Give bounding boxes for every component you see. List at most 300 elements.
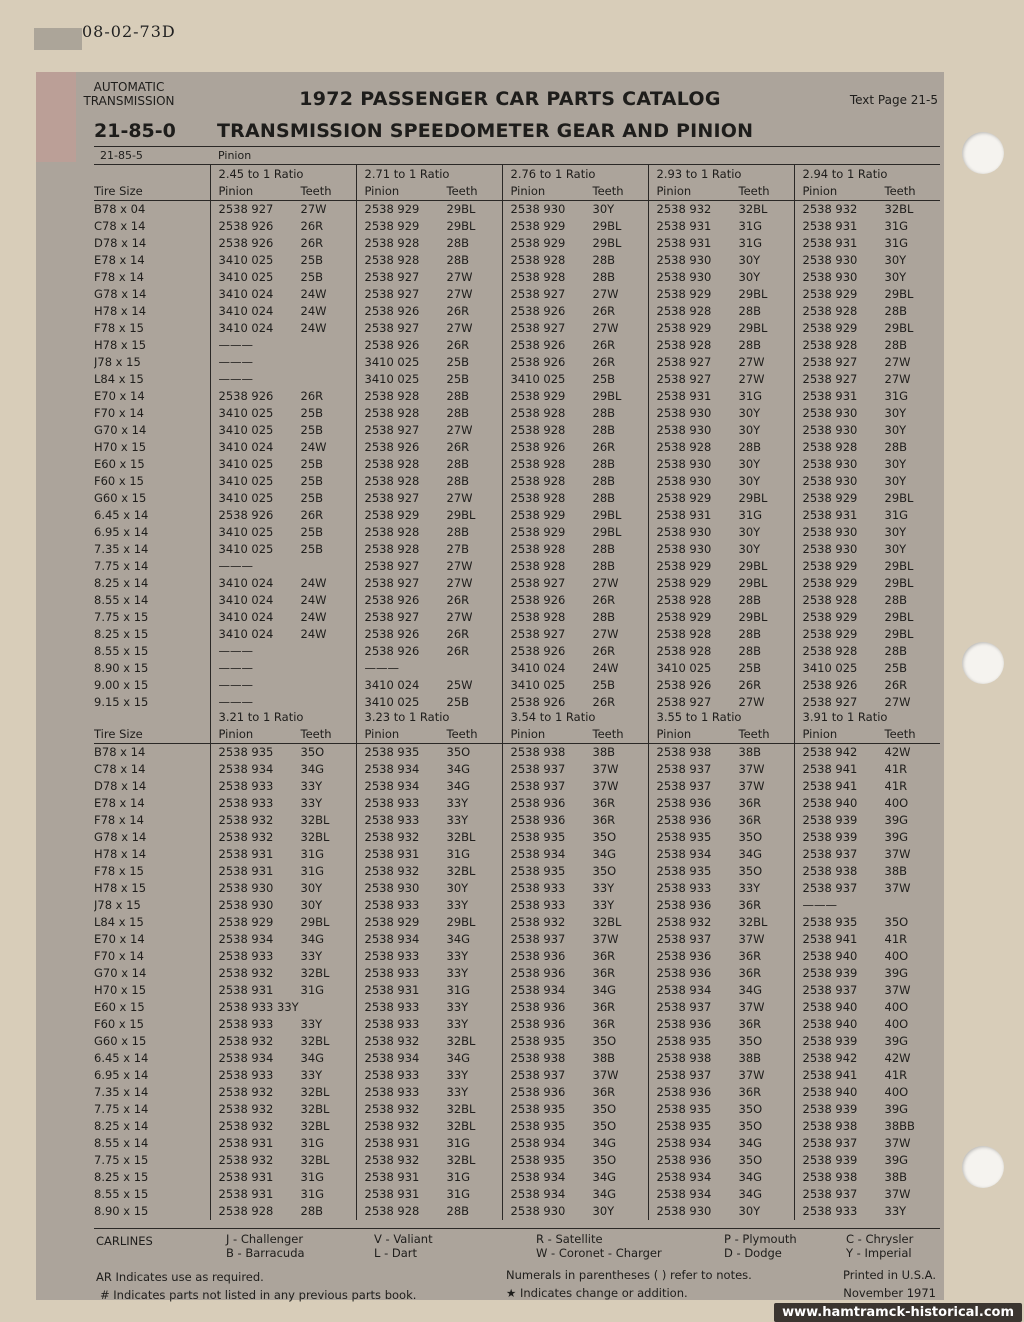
teeth-code: 34G	[300, 932, 325, 946]
ratio-header-row	[94, 708, 940, 726]
tire-size: E70 x 14	[94, 932, 145, 946]
pinion-cell	[648, 524, 794, 541]
teeth-code: 31G	[300, 1170, 325, 1184]
pinion-cell	[794, 863, 940, 880]
part-number: 3410 025	[218, 525, 274, 539]
tire-size: 8.55 x 14	[94, 1136, 149, 1150]
table-row	[94, 660, 940, 677]
part-number: 2538 926	[510, 695, 566, 709]
table-row	[94, 252, 940, 269]
part-number: 2538 931	[218, 1170, 274, 1184]
teeth-code: 34G	[592, 1136, 617, 1150]
part-number: 2538 930	[802, 525, 858, 539]
pinion-cell	[502, 337, 648, 354]
part-number: 2538 932	[510, 915, 566, 929]
pinion-cell	[210, 1067, 356, 1084]
tire-size: G78 x 14	[94, 287, 147, 301]
pinion-cell	[502, 1118, 648, 1135]
part-number: 3410 025	[218, 542, 274, 556]
table-row	[94, 1135, 940, 1152]
pinion-cell	[210, 269, 356, 286]
table-row	[94, 405, 940, 422]
teeth-code: 29BL	[592, 236, 622, 250]
teeth-code: 31G	[300, 983, 325, 997]
teeth-code: 26R	[446, 440, 470, 454]
part-number: 2538 928	[364, 1204, 420, 1218]
pinion-cell	[794, 201, 940, 219]
pinion-cell	[648, 1016, 794, 1033]
part-number: 2538 926	[364, 440, 420, 454]
part-number: 2538 934	[364, 779, 420, 793]
tire-size: C78 x 14	[94, 219, 146, 233]
tire-size: 6.45 x 14	[94, 1051, 149, 1065]
table-row	[94, 1016, 940, 1033]
part-number: 2538 938	[656, 1051, 712, 1065]
teeth-code: 32BL	[738, 915, 768, 929]
pinion-cell	[210, 778, 356, 795]
teeth-code: 30Y	[884, 542, 907, 556]
part-number: 2538 934	[510, 1187, 566, 1201]
part-number: 2538 929	[802, 287, 858, 301]
carlines-col-1	[226, 1232, 305, 1260]
pinion-cell	[794, 1169, 940, 1186]
part-number: 2538 937	[656, 779, 712, 793]
teeth-code: 27W	[592, 287, 619, 301]
part-number: 2538 928	[802, 338, 858, 352]
pinion-cell	[356, 795, 502, 812]
pinion-cell	[648, 660, 794, 677]
pinion-cell	[502, 269, 648, 286]
part-number: 2538 936	[510, 796, 566, 810]
pinion-cell	[356, 388, 502, 405]
pinion-cell	[794, 320, 940, 337]
pinion-cell	[210, 1135, 356, 1152]
teeth-code: 30Y	[738, 542, 761, 556]
teeth-code: 28B	[738, 627, 762, 641]
teeth-header: Teeth	[446, 727, 478, 741]
part-number: 2538 936	[656, 813, 712, 827]
part-number: 2538 936	[510, 1085, 566, 1099]
part-number: 3410 025	[510, 372, 566, 386]
teeth-code: 31G	[446, 1187, 471, 1201]
part-number: 2538 933	[218, 796, 274, 810]
part-number: ———	[364, 661, 399, 675]
part-number: 2538 939	[802, 1034, 858, 1048]
pinion-cell	[794, 1050, 940, 1067]
part-number: 2538 934	[218, 1051, 274, 1065]
table-row	[94, 626, 940, 643]
pinion-table-low-ratios	[94, 165, 940, 711]
teeth-code: 39G	[884, 1034, 909, 1048]
pinion-header: Pinion	[656, 727, 692, 741]
teeth-code: 28B	[738, 304, 762, 318]
blank-cell	[94, 708, 210, 726]
binder-hole	[962, 1146, 1004, 1188]
pinion-cell	[648, 609, 794, 626]
teeth-code: 36R	[592, 1085, 616, 1099]
part-number: 2538 926	[364, 304, 420, 318]
pinion-cell	[794, 1067, 940, 1084]
pinion-cell	[648, 490, 794, 507]
teeth-code: 25B	[300, 542, 324, 556]
pinion-cell	[356, 1033, 502, 1050]
part-number: 2538 932	[364, 830, 420, 844]
teeth-header: Teeth	[884, 727, 916, 741]
part-number: 2538 934	[510, 1170, 566, 1184]
teeth-header: Teeth	[738, 727, 770, 741]
pinion-cell	[356, 303, 502, 320]
pinion-cell	[794, 1152, 940, 1169]
teeth-code: 28B	[592, 406, 616, 420]
part-number: 2538 938	[656, 745, 712, 759]
part-number: 2538 927	[510, 321, 566, 335]
part-number: 2538 932	[218, 966, 274, 980]
part-number: 2538 930	[510, 202, 566, 216]
carline-entry: B - Barracuda	[226, 1246, 305, 1260]
table-row	[94, 473, 940, 490]
part-number: 2538 933	[218, 779, 274, 793]
teeth-code: 26R	[446, 338, 470, 352]
pinion-cell	[794, 524, 940, 541]
teeth-code: 36R	[738, 898, 762, 912]
teeth-code: 28B	[446, 236, 470, 250]
pinion-cell	[502, 778, 648, 795]
teeth-code: 36R	[592, 796, 616, 810]
pinion-cell	[356, 524, 502, 541]
pinion-cell	[502, 761, 648, 778]
table-row	[94, 1084, 940, 1101]
pinion-cell	[210, 1118, 356, 1135]
pinion-cell	[648, 320, 794, 337]
ratio-header-row	[94, 165, 940, 183]
pinion-cell	[356, 592, 502, 609]
teeth-code: 35O	[592, 864, 617, 878]
pinion-teeth-header	[502, 726, 648, 744]
teeth-code: 40O	[884, 1000, 909, 1014]
part-number: 2538 927	[802, 372, 858, 386]
part-number: 2538 928	[510, 610, 566, 624]
pinion-cell	[794, 897, 940, 914]
pinion-cell	[502, 1169, 648, 1186]
teeth-code: 29BL	[884, 610, 914, 624]
pinion-cell	[356, 1016, 502, 1033]
teeth-code: 35O	[592, 1034, 617, 1048]
part-number: 2538 931	[364, 1187, 420, 1201]
teeth-code: 36R	[738, 796, 762, 810]
pinion-cell	[210, 829, 356, 846]
pinion-cell	[356, 643, 502, 660]
pinion-cell	[210, 761, 356, 778]
pinion-cell	[794, 1186, 940, 1203]
teeth-code: 33Y	[446, 949, 469, 963]
part-number: 2538 940	[802, 1000, 858, 1014]
pinion-cell	[648, 303, 794, 320]
teeth-code: 30Y	[738, 270, 761, 284]
part-number: 2538 931	[802, 389, 858, 403]
table-row	[94, 744, 940, 762]
pinion-cell	[356, 812, 502, 829]
pinion-cell	[356, 626, 502, 643]
pinion-teeth-header	[356, 183, 502, 201]
teeth-code: 27W	[446, 491, 473, 505]
part-number: 2538 929	[656, 610, 712, 624]
teeth-code: 37W	[884, 1136, 911, 1150]
table-row	[94, 303, 940, 320]
teeth-code: 33Y	[446, 898, 469, 912]
pinion-cell	[502, 897, 648, 914]
tire-size: 8.55 x 15	[94, 1187, 149, 1201]
teeth-code: 32BL	[300, 1034, 330, 1048]
pinion-cell	[794, 303, 940, 320]
ratio-header: 2.71 to 1 Ratio	[356, 165, 502, 183]
teeth-code: 32BL	[300, 1153, 330, 1167]
pinion-cell	[648, 1203, 794, 1220]
pinion-teeth-header	[648, 183, 794, 201]
teeth-code: 27W	[738, 372, 765, 386]
teeth-code: 31G	[300, 864, 325, 878]
pinion-cell	[794, 1033, 940, 1050]
teeth-code: 33Y	[446, 813, 469, 827]
table-row	[94, 829, 940, 846]
teeth-code: 29BL	[592, 219, 622, 233]
pinion-cell	[502, 405, 648, 422]
teeth-code: 29BL	[884, 559, 914, 573]
part-number: 2538 930	[802, 542, 858, 556]
pinion-cell	[502, 846, 648, 863]
table-row	[94, 490, 940, 507]
pinion-cell	[794, 541, 940, 558]
teeth-code: 24W	[592, 661, 619, 675]
teeth-code: 28B	[446, 525, 470, 539]
part-number: 2538 936	[510, 1000, 566, 1014]
teeth-code: 26R	[592, 338, 616, 352]
pinion-cell	[502, 439, 648, 456]
part-number: 2538 937	[656, 932, 712, 946]
part-number: 2538 928	[510, 474, 566, 488]
pinion-teeth-header	[210, 183, 356, 201]
table-row	[94, 541, 940, 558]
teeth-code: 35O	[738, 1034, 763, 1048]
part-number: 2538 934	[510, 1136, 566, 1150]
part-number: 2538 931	[364, 847, 420, 861]
pinion-header: Pinion	[510, 184, 546, 198]
pinion-cell	[794, 880, 940, 897]
part-number: 2538 938	[802, 864, 858, 878]
teeth-code: 38B	[738, 1051, 762, 1065]
part-number: 2538 926	[510, 338, 566, 352]
teeth-code: 38B	[592, 745, 616, 759]
teeth-code: 35O	[738, 864, 763, 878]
pinion-cell	[502, 643, 648, 660]
pinion-cell	[648, 405, 794, 422]
part-number: 3410 025	[364, 355, 420, 369]
carlines-col-3	[536, 1232, 662, 1260]
part-number: 2538 929	[510, 508, 566, 522]
tire-size: J78 x 15	[94, 898, 141, 912]
part-number: 2538 928	[656, 627, 712, 641]
part-number: 3410 024	[364, 678, 420, 692]
pinion-cell	[794, 931, 940, 948]
part-number: 2538 927	[364, 287, 420, 301]
pinion-cell	[794, 354, 940, 371]
teeth-code: 26R	[884, 678, 908, 692]
teeth-code: 29BL	[738, 491, 768, 505]
part-number: 2538 927	[802, 695, 858, 709]
teeth-code: 26R	[446, 304, 470, 318]
teeth-code: 33Y	[446, 1000, 469, 1014]
part-number: 3410 025	[218, 423, 274, 437]
pinion-cell	[210, 575, 356, 592]
teeth-code: 29BL	[446, 508, 476, 522]
pinion-cell	[502, 422, 648, 439]
pinion-cell	[648, 897, 794, 914]
teeth-code: 27W	[738, 355, 765, 369]
pinion-cell	[502, 931, 648, 948]
teeth-code: 36R	[592, 813, 616, 827]
binder-hole	[962, 642, 1004, 684]
part-number: 2538 931	[364, 983, 420, 997]
table-row	[94, 1101, 940, 1118]
part-number: 2538 929	[218, 915, 274, 929]
group-code: 21-85-0	[94, 120, 176, 142]
table-row	[94, 507, 940, 524]
part-number: 2538 926	[364, 593, 420, 607]
teeth-code: 25W	[446, 678, 473, 692]
pinion-cell	[356, 965, 502, 982]
teeth-code: 28B	[592, 423, 616, 437]
teeth-code: 28B	[300, 1204, 324, 1218]
table-row	[94, 1050, 940, 1067]
teeth-code: 33Y	[446, 1017, 469, 1031]
pinion-cell	[794, 846, 940, 863]
teeth-code: 29BL	[738, 576, 768, 590]
pinion-cell	[210, 439, 356, 456]
pinion-cell	[648, 575, 794, 592]
teeth-code: 34G	[738, 1187, 763, 1201]
part-number: 3410 024	[218, 627, 274, 641]
pinion-cell	[502, 235, 648, 252]
teeth-code: 28B	[884, 593, 908, 607]
part-number: 2538 929	[364, 219, 420, 233]
tire-size: 6.95 x 14	[94, 1068, 149, 1082]
teeth-code: 34G	[446, 932, 471, 946]
teeth-code: 32BL	[446, 1119, 476, 1133]
teeth-code: 27W	[446, 270, 473, 284]
pinion-cell	[794, 1135, 940, 1152]
table-row	[94, 558, 940, 575]
pinion-cell	[210, 863, 356, 880]
pinion-cell	[648, 626, 794, 643]
table-row	[94, 269, 940, 286]
pinion-cell	[502, 286, 648, 303]
pinion-cell	[356, 218, 502, 235]
part-number: 2538 939	[802, 1102, 858, 1116]
pinion-cell	[356, 269, 502, 286]
part-number: 2538 928	[802, 593, 858, 607]
teeth-code: 28B	[738, 593, 762, 607]
part-number: 2538 934	[656, 847, 712, 861]
part-number: 2538 931	[364, 1170, 420, 1184]
teeth-code: 31G	[446, 983, 471, 997]
teeth-code: 26R	[592, 440, 616, 454]
part-number: 3410 024	[218, 593, 274, 607]
teeth-code: 34G	[446, 762, 471, 776]
table-row	[94, 524, 940, 541]
part-number: 2538 926	[510, 304, 566, 318]
teeth-code: 24W	[300, 440, 327, 454]
part-number: 2538 929	[510, 525, 566, 539]
part-number: 2538 938	[510, 745, 566, 759]
pinion-cell	[356, 201, 502, 219]
table-row	[94, 914, 940, 931]
part-number: 2538 928	[364, 457, 420, 471]
part-number: 2538 935	[802, 915, 858, 929]
teeth-code: 37W	[592, 932, 619, 946]
part-number: 2538 940	[802, 949, 858, 963]
part-number: 2538 935	[510, 1153, 566, 1167]
part-number: 2538 935	[510, 864, 566, 878]
tire-size: G60 x 15	[94, 1034, 147, 1048]
table-row	[94, 863, 940, 880]
part-number: 2538 933	[218, 1068, 274, 1082]
teeth-code: 25B	[300, 423, 324, 437]
pinion-cell	[356, 829, 502, 846]
part-number: 2538 930	[656, 525, 712, 539]
pinion-cell	[502, 812, 648, 829]
pinion-cell	[502, 1067, 648, 1084]
teeth-code: 28B	[446, 389, 470, 403]
part-number: 2538 929	[656, 287, 712, 301]
part-number: 2538 931	[656, 389, 712, 403]
pinion-cell	[210, 999, 356, 1016]
pinion-header: Pinion	[364, 727, 400, 741]
pinion-cell	[356, 897, 502, 914]
part-number: 2538 927	[802, 355, 858, 369]
pinion-cell	[356, 1203, 502, 1220]
pinion-cell	[210, 1033, 356, 1050]
teeth-code: 26R	[446, 593, 470, 607]
part-number: 2538 927	[364, 270, 420, 284]
table-bottom-rule	[94, 1228, 940, 1229]
part-number: 2538 940	[802, 1085, 858, 1099]
part-number: 2538 928	[510, 542, 566, 556]
part-number: 3410 024	[218, 440, 274, 454]
part-number: 2538 933	[510, 898, 566, 912]
teeth-code: 38B	[884, 1170, 908, 1184]
pinion-cell	[502, 456, 648, 473]
part-number: 2538 934	[364, 1051, 420, 1065]
pinion-cell	[502, 388, 648, 405]
pinion-cell	[210, 405, 356, 422]
teeth-code: 30Y	[884, 423, 907, 437]
teeth-code: 37W	[738, 932, 765, 946]
teeth-code: 26R	[446, 644, 470, 658]
teeth-code: 26R	[592, 355, 616, 369]
part-number: 2538 926	[364, 627, 420, 641]
teeth-code: 33Y	[300, 949, 323, 963]
pinion-teeth-header	[210, 726, 356, 744]
ratio-header: 3.21 to 1 Ratio	[210, 708, 356, 726]
printed-in: Printed in U.S.A.	[843, 1268, 936, 1282]
teeth-code: 34G	[738, 983, 763, 997]
teeth-code: 24W	[300, 610, 327, 624]
pinion-cell	[794, 1016, 940, 1033]
teeth-code: 25B	[300, 270, 324, 284]
pinion-cell	[502, 303, 648, 320]
pinion-cell	[648, 677, 794, 694]
part-number: 2538 935	[656, 1119, 712, 1133]
pinion-cell	[794, 795, 940, 812]
